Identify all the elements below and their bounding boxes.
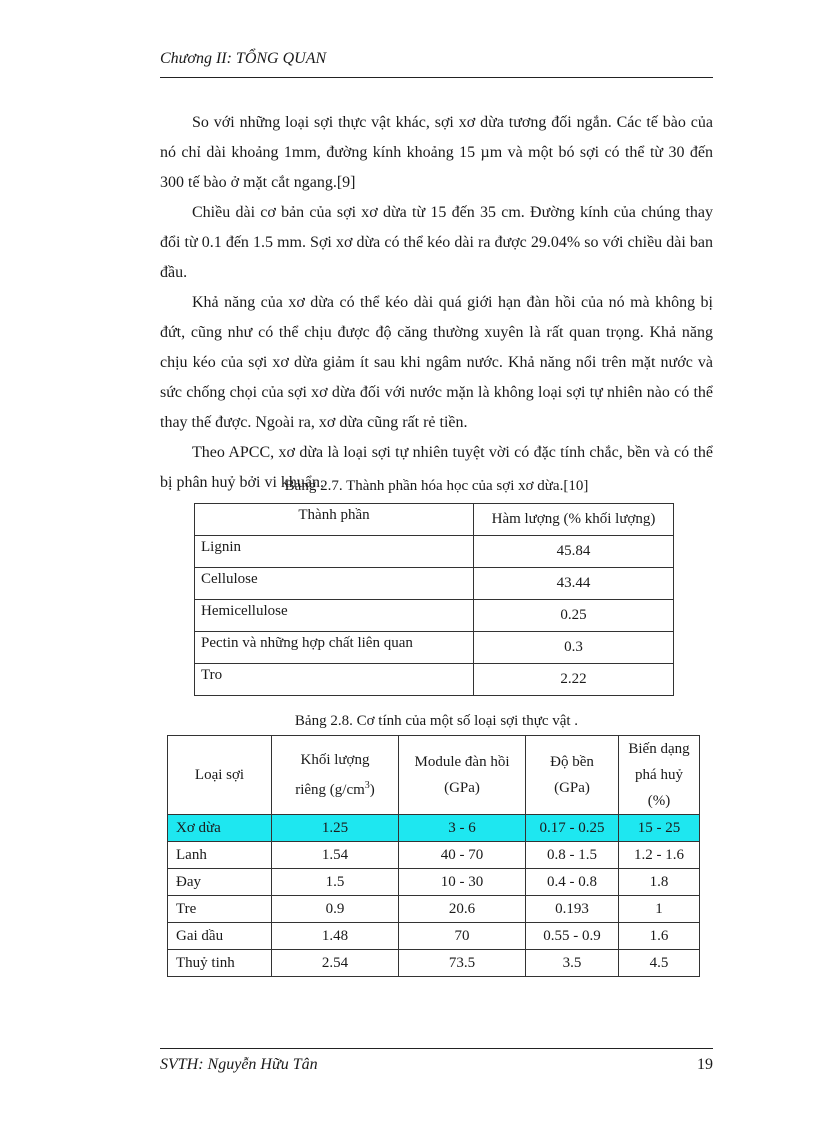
component-cell: Lignin: [195, 536, 474, 568]
modulus-cell: 73.5: [399, 950, 526, 977]
header-density-line1: Khối lượng: [300, 752, 370, 768]
table-2-8-caption: Bảng 2.8. Cơ tính của một số loại sợi thực vật .: [294, 713, 579, 729]
fiber-cell: Tre: [168, 896, 272, 923]
header-modulus: [399, 736, 526, 815]
modulus-cell: 10 - 30: [399, 869, 526, 896]
fiber-cell: Xơ dừa: [168, 815, 272, 842]
density-cell: 2.54: [272, 950, 399, 977]
chemical-composition-table: [194, 503, 674, 696]
modulus-cell: 3 - 6: [399, 815, 526, 842]
content-cell: 0.25: [474, 600, 674, 632]
table-row: [195, 600, 674, 632]
paragraph-2: Chiều dài cơ bản của sợi xơ dừa từ 15 đến 35 cm. Đường kính của chúng thay đổi từ 0.1 đến 1.5 mm. Sợi xơ dừa có thể kéo dài ra được 29.04% so với chiều dài ban đầu.: [160, 204, 713, 281]
paragraph-4: Theo APCC, xơ dừa là loại sợi tự nhiên tuyệt vời có đặc tính chắc, bền và có thể bị phân huỷ bởi vi khuẩn.: [160, 444, 713, 491]
modulus-cell: 20.6: [399, 896, 526, 923]
table-header-row: [168, 736, 700, 815]
header-fiber-type: Loại sợi: [168, 736, 272, 815]
strain-cell: 1.2 - 1.6: [619, 842, 700, 869]
density-cell: 1.25: [272, 815, 399, 842]
fiber-cell: Gai dầu: [168, 923, 272, 950]
table-2-7-caption: Bảng 2.7. Thành phần hóa học của sợi xơ dừa.[10]: [284, 478, 589, 494]
header-strain-line2: phá huỷ (%): [635, 767, 683, 809]
table-row: [168, 869, 700, 896]
modulus-cell: 70: [399, 923, 526, 950]
strain-cell: 1: [619, 896, 700, 923]
strain-cell: 4.5: [619, 950, 700, 977]
strength-cell: 0.55 - 0.9: [526, 923, 619, 950]
header-strength-line1: Độ bền: [550, 754, 594, 770]
table-row: [195, 536, 674, 568]
header-density-superscript: 3: [364, 780, 370, 791]
strain-cell: 1.6: [619, 923, 700, 950]
content-cell: 2.22: [474, 664, 674, 696]
strain-cell: 1.8: [619, 869, 700, 896]
header-component: Thành phần: [195, 504, 474, 536]
component-cell: Tro: [195, 664, 474, 696]
paragraph-3: Khả năng của xơ dừa có thể kéo dài quá giới hạn đàn hồi của nó mà không bị đứt, cũng như có thể chịu được độ căng thường xuyên là rất quan trọng. Khả năng chịu kéo của sợi xơ dừa giảm ít sau khi ngâm nước. Khả năng nổi trên mặt nước và sức chống chọi của sợi xơ dừa đối với nước mặn là không loại sợi tự nhiên nào có thể thay thế được. Ngoài ra, xơ dừa cũng rất rẻ tiền.: [160, 294, 713, 431]
strength-cell: 0.8 - 1.5: [526, 842, 619, 869]
content-cell: 0.3: [474, 632, 674, 664]
density-cell: 0.9: [272, 896, 399, 923]
table-row-highlighted: [168, 815, 700, 842]
table-row: [168, 896, 700, 923]
component-cell: Hemicellulose: [195, 600, 474, 632]
table-row: [195, 568, 674, 600]
header-modulus-line1: Module đàn hồi: [414, 754, 510, 770]
header-strength: [526, 736, 619, 815]
body-text: [160, 108, 713, 498]
density-cell: 1.48: [272, 923, 399, 950]
component-cell: Cellulose: [195, 568, 474, 600]
strength-cell: 0.193: [526, 896, 619, 923]
footer-author: SVTH: Nguyễn Hữu Tân: [160, 1056, 318, 1073]
table-row: [168, 950, 700, 977]
content-cell: 43.44: [474, 568, 674, 600]
chapter-header: Chương II: TỔNG QUAN: [160, 50, 327, 67]
density-cell: 1.54: [272, 842, 399, 869]
table-row: [195, 632, 674, 664]
header-strain: [619, 736, 700, 815]
table-row: [168, 842, 700, 869]
strength-cell: 3.5: [526, 950, 619, 977]
strength-cell: 0.17 - 0.25: [526, 815, 619, 842]
header-modulus-line2: (GPa): [444, 780, 480, 796]
header-rule: [160, 77, 713, 78]
mechanical-properties-table: [167, 735, 700, 977]
fiber-cell: Lanh: [168, 842, 272, 869]
strength-cell: 0.4 - 0.8: [526, 869, 619, 896]
fiber-cell: Thuỷ tinh: [168, 950, 272, 977]
density-cell: 1.5: [272, 869, 399, 896]
header-density-close: ): [369, 782, 375, 798]
header-content: Hàm lượng (% khối lượng): [474, 504, 674, 536]
content-cell: 45.84: [474, 536, 674, 568]
component-cell: Pectin và những hợp chất liên quan: [195, 632, 474, 664]
strain-cell: 15 - 25: [619, 815, 700, 842]
table-header-row: [195, 504, 674, 536]
header-strain-line1: Biến dạng: [628, 741, 690, 757]
header-strength-line2: (GPa): [554, 780, 590, 796]
paragraph-1: So với những loại sợi thực vật khác, sợi xơ dừa tương đối ngắn. Các tế bào của nó chỉ dài khoảng 1mm, đường kính khoảng 15 µm và một bó sợi có thể từ 30 đến 300 tế bào ở mặt cắt ngang.[9]: [160, 114, 713, 191]
header-density: [272, 736, 399, 815]
header-density-line2: riêng (g/cm: [295, 782, 365, 798]
footer-rule: [160, 1048, 713, 1049]
table-row: [195, 664, 674, 696]
modulus-cell: 40 - 70: [399, 842, 526, 869]
fiber-cell: Đay: [168, 869, 272, 896]
table-row: [168, 923, 700, 950]
page-number: 19: [697, 1056, 713, 1073]
